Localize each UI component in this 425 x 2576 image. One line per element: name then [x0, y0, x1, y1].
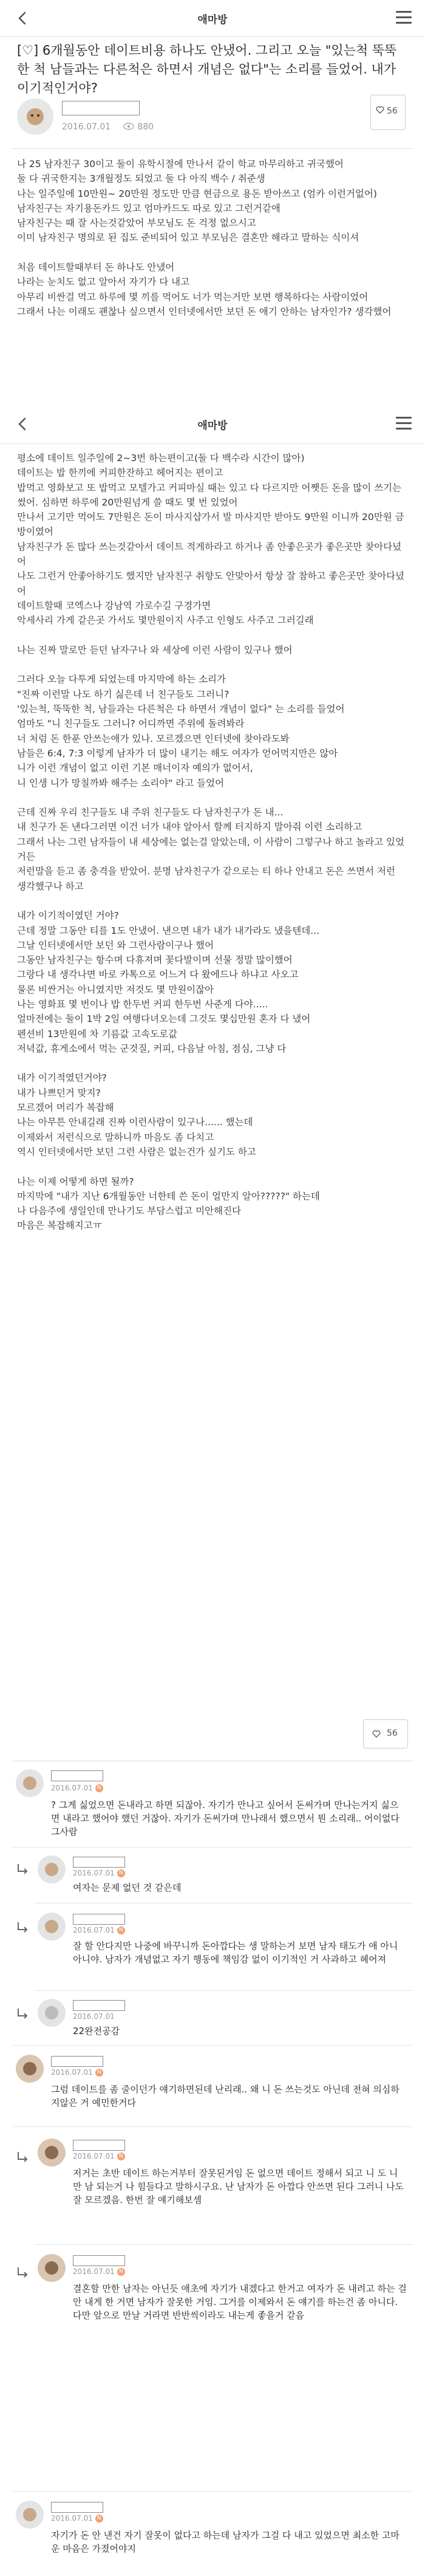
commenter-avatar[interactable] — [16, 1769, 44, 1797]
author-avatar[interactable] — [17, 98, 53, 135]
author-nickname-masked — [62, 101, 140, 115]
commenter-avatar[interactable] — [38, 1913, 66, 1941]
reply-badge-icon[interactable]: N — [95, 1784, 103, 1792]
commenter-nickname-masked — [51, 2502, 103, 2513]
comment-date: 2016.07.01 N — [73, 2267, 125, 2276]
hamburger-menu-icon[interactable] — [396, 11, 412, 24]
post-header-divider — [12, 148, 413, 149]
reply-badge-icon[interactable]: N — [117, 1869, 125, 1877]
heart-icon — [376, 106, 384, 114]
like-count-bottom: 56 — [387, 1728, 398, 1738]
sticky-navigation-bar — [0, 406, 425, 444]
like-count: 56 — [387, 106, 398, 116]
like-button[interactable] — [370, 95, 406, 130]
like-button-bottom[interactable] — [363, 1719, 408, 1749]
view-count-icon — [123, 123, 134, 130]
comment-text: 여자는 문제 없던 것 같은데 — [73, 1882, 182, 1893]
post-date: 2016.07.01 — [62, 122, 111, 132]
comment-divider — [12, 2126, 413, 2127]
heart-icon — [372, 1730, 381, 1738]
comment-text: 22완전공감 — [73, 2026, 120, 2036]
hamburger-menu-icon[interactable] — [396, 417, 412, 430]
board-title: 애마방 — [197, 14, 228, 26]
reply-arrow-icon — [16, 1863, 29, 1876]
post-author-info — [17, 98, 406, 145]
view-count: 880 — [137, 122, 154, 132]
commenter-nickname-masked — [73, 1857, 125, 1868]
post-body-part-2: 평소에 데이트 일주일에 2~3번 하는편이고(둘 다 백수라 시간이 많아) 데이트는 밥 한끼에 커피한잔하고 헤어지는 편이고 밥먹고 영화보고 또 밥먹고 모텔가고 커피마실 때는 있고 다 다르지만 어쨋든 돈을 많이 쓰기는 썼어. 심하면 하루에 20만원넘게 쓸 때도 몇 번 있었어 만나서 고기만 먹어도 7만원은 돈이 마사지샵가서 발 마사지만 받아도 9만원 이니까 20만원 금방이였어 남자친구가 돈 많다 쓰는것같아서 데이트 적게하라고 하거나 좀 안좋은곳가 좋은곳만 찾아다녔어 나도 그런거 안좋아하기도 했지만 남자친구 취향도 안맞아서 항상 잘 참하고 좋은곳만 찾아다녔어 데이트할때 코엑스나 강남역 가로수길 구경가면 악세사리 가게 같은곳 가서도 몇만원이지 사주고 인형도 사주고 그러길래 나는 진짜 말로만 듣던 남자구나 와 세상에 이런 사람이 있구나 했어 그러다 오늘 다투게 되었는데 마지막에 하는 소리가 "진짜 이런말 나도 하기 싫은데 너 친구들도 그러니? '있는척, 뚝뚝한 척, 남들과는 다른척은 다 하면서 개념이 없다" 는 소리를 들었어 엄마도 "니 친구들도 그러니? 어디까면 주위에 돌려봐라 너 처럼 돈 한푼 안쓰는애가 있나. 모르겠으면 인터넷에 찾아라도봐 남들은 6:4, 7:3 이렇게 남자가 더 많이 내기는 해도 여자가 얻어먹지만은 않아 니가 이런 개념이 없고 이런 기본 매너이자 예의가 없어서, 니 인생 니가 망칠까봐 해주는 소리야" 라고 들었어 근데 진짜 우리 친구들도 내 주위 친구들도 다 남자친구가 돈 내... 내 친구가 돈 낸다그러면 이건 너가 내야 알아서 할께 터지하지 말아줘 이런 소리하고 그래서 나는 그런 남자들이 내 세상에는 없는걸 알았는데, 이 사람이 그렇구나 하고 놀라고 있었거든 저런말을 듣고 좀 충격을 받았어. 분명 남자친구가 같으로는 티 하나 안내고 돈은 쓰면서 저런 생각했구나 하고 내가 이기적이였던 거야? 근데 정말 그동안 티를 1도 안냈어. 낸으면 내가 내가 내가라도 냈을텐데... 그날 인터넷에서만 보던 와 그런사람이구나 했어 그동안 남자친구는 항수며 다휴져며 꽃다발이며 선물 정말 많이했어 그랑다 내 생각나면 바로 카톡으로 어느거 다 왔에드나 하냐고 사오고 물론 비싼거는 아니였지만 저것도 몇 만원이잖아 나는 영화표 몇 번이나 밥 한두번 커피 한두번 사준게 다야..... 얼마전에는 둘이 1박 2일 여행다녀오는데 그것도 몇십만원 혼자 다 냈어 펜션비 13만원에 차 기름값 고속도로값 저녁값, 휴게소에서 먹는 군것질, 커피, 다음날 아침, 점심, 그냥 다 내가 이기적였던거야? 내가 나쁘던거 맞지? 모르겠어 머리가 복잡해 나는 아무튼 안내길래 진짜 이런사람이 있구나...... 했는데 이제와서 저런식으로 말하니까 마음도 좀 다치고 역시 인터넷에서만 보던 그런 사람은 없는건가 싶기도 하고 나는 이제 어떻게 하면 될까? 마지막에 "내가 지난 6개월동안 너한테 쓴 돈이 얼만지 알아?????" 하는데 나 다음주에 생일인데 만나기도 부담스럽고 미안해진다 마음은 복잡해지고ㅠ — [17, 453, 405, 1231]
comment-divider — [12, 2045, 413, 2046]
comment-text: ? 그게 싫었으면 돈내라고 하면 되잖아. 자기가 만나고 싶어서 돈써가며 만나는거지 싫으면 내라고 했어야 했던 거잖아. 자기가 돈써가며 만나래서 했으면서 뭔 소리래.. 어이없다 그사람 — [51, 1800, 399, 1837]
reply-badge-icon[interactable]: N — [117, 2153, 125, 2160]
comment-text: 저거는 초반 데이트 하는거부터 잘못된거임 돈 없으면 데이트 정해서 되고 니 도 니 만 남 되는거 나 힘들다고 말하시구요. 난 남자가 돈 아깝다 안쓰면 된다 그러니 나도 잘 모르겠음. 한번 잘 얘기해보셈 — [73, 2168, 404, 2205]
comment-divider — [34, 2244, 413, 2245]
reply-badge-icon[interactable]: N — [95, 2069, 103, 2077]
board-title: 애마방 — [197, 420, 228, 432]
comment-text: 잘 할 안다지만 나중에 바꾸니까 돈아깝다는 생 말하는거 보면 남자 태도가 애 아니 아니야. 남자가 개념없고 자기 행동에 책임감 없이 이기적인 거 사과하고 헤어져 — [73, 1941, 398, 1965]
comment-date: 2016.07.01 N — [51, 2514, 103, 2523]
commenter-nickname-masked — [73, 1914, 125, 1925]
commenter-nickname-masked — [51, 2056, 103, 2067]
commenter-nickname-masked — [73, 2140, 125, 2151]
comment-divider — [34, 1990, 413, 1991]
commenter-avatar[interactable] — [16, 2501, 44, 2529]
top-navigation-bar — [0, 0, 425, 37]
commenter-avatar[interactable] — [38, 1855, 66, 1883]
comment-divider — [12, 1847, 413, 1848]
post-body-part-1: 나 25 남자친구 30이고 둘이 유학시절에 만나서 같이 학교 마무리하고 귀국했어 둘 다 귀국한지는 3개월정도 되었고 둘 다 아직 백수 / 취준생 나는 일주일에 10만원~ 20만원 정도만 만큼 현금으로 용돈 받아쓰고 (엄카 이런거없어) 남자친구는 자기용돈카드 있고 엄마카드도 따로 있고 그런거같애 남자친구는 때 잘 사는것같았어 부모님도 돈 걱정 없으시고 이미 남자친구 명의로 된 집도 준비되어 있고 부모님은 결혼만 해라고 말하는 식이셔 처음 데이트할때부터 돈 하나도 안냈어 나라는 눈치도 없고 알아서 자기가 다 내고 아무리 비싼걸 먹고 하루에 몇 끼를 먹어도 너가 먹는거만 보면 행복하다는 사람이었어 그래서 나는 이래도 괜찮나 싶으면서 인터넷에서만 보던 돈 애기 안하는 남자인가? 생각했어 — [17, 159, 392, 317]
comment-date: 2016.07.01 — [73, 2012, 115, 2021]
comment-date: 2016.07.01 N — [73, 1926, 125, 1934]
reply-arrow-icon — [16, 1921, 29, 1934]
reply-badge-icon[interactable]: N — [95, 2515, 103, 2523]
reply-arrow-icon — [16, 2007, 29, 2021]
comment-date: 2016.07.01 N — [51, 1784, 103, 1792]
comment-date: 2016.07.01 N — [51, 2068, 103, 2077]
post-title: [♡] 6개월동안 데이트비용 하나도 안냈어. 그리고 오늘 "있는척 뚝뚝한 척 남들과는 다른척은 하면서 개념은 없다"는 소리를 들었어. 내가 이기적인거야? — [17, 43, 397, 95]
comment-divider — [12, 2491, 413, 2492]
comment-text: 결혼할 만한 남자는 아닌듯 애초에 자기가 내겠다고 한거고 여자가 돈 내려고 하는 걸 안 내게 한 거면 남자가 잘못한 거임. 그거를 이제와서 돈 얘기를 하는건 좀 아니다. 다만 앞으로 만날 거라면 반반씩이라도 내는게 좋을거 같음 — [73, 2283, 407, 2321]
commenter-avatar[interactable] — [38, 1999, 66, 2027]
reply-badge-icon[interactable]: N — [117, 2268, 125, 2276]
commenter-avatar[interactable] — [16, 2055, 44, 2083]
reply-arrow-icon — [16, 2151, 29, 2164]
reply-badge-icon[interactable]: N — [117, 1927, 125, 1934]
comment-date: 2016.07.01 N — [73, 2152, 125, 2160]
commenter-avatar[interactable] — [38, 2139, 66, 2167]
commenter-nickname-masked — [73, 2000, 125, 2011]
commenter-nickname-masked — [51, 1770, 103, 1781]
comment-date: 2016.07.01 N — [73, 1869, 125, 1877]
commenter-avatar[interactable] — [38, 2254, 66, 2282]
commenter-nickname-masked — [73, 2255, 125, 2266]
comment-text: 그럼 데이트를 좀 줄이던가 얘기하면된데 난리래.. 왜 니 돈 쓰는것도 아닌데 전혀 의심하지않은 거 예민한거다 — [51, 2084, 399, 2108]
comment-text: 자기가 돈 안 낸건 자기 잘못이 없다고 하는데 남자가 그걸 다 내고 있었으면 최소한 고마운 마음은 가졌어야지 — [51, 2530, 399, 2554]
reply-arrow-icon — [16, 2266, 29, 2280]
